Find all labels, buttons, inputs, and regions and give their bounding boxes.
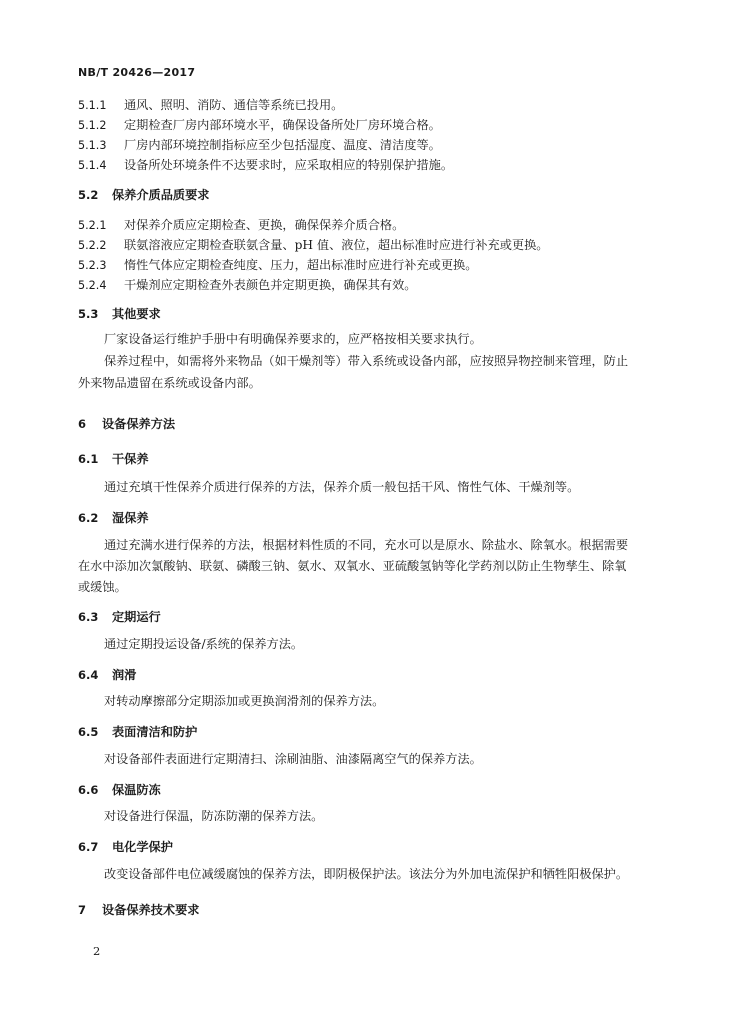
section-title: 湿保养: [112, 511, 149, 525]
clause-text: 厂房内部环境控制指标应至少包括湿度、温度、清洁度等。: [124, 138, 441, 152]
section-title: 电化学保护: [112, 840, 173, 854]
paragraph-continued: 外来物品遗留在系统或设备内部。: [78, 376, 261, 390]
paragraph: 对设备部件表面进行定期清扫、涂刷油脂、油漆隔离空气的保养方法。: [104, 752, 482, 766]
clause-number: 5.2.2: [78, 239, 107, 252]
section-number: 6.3: [78, 610, 99, 624]
section-heading-5-3: [78, 306, 161, 322]
section-heading-5-2: [78, 187, 210, 203]
section-heading-6-1: [78, 451, 149, 467]
clause-number: 5.2.4: [78, 279, 107, 292]
clause-5-1-2: [78, 117, 441, 134]
section-heading-6-7: [78, 839, 173, 855]
section-number: 5.3: [78, 307, 99, 321]
section-heading-6-4: [78, 667, 136, 683]
clause-5-2-2: [78, 237, 549, 254]
clause-number: 5.1.4: [78, 159, 107, 172]
clause-text: 通风、照明、消防、通信等系统已投用。: [124, 98, 344, 112]
clause-text: 定期检查厂房内部环境水平，确保设备所处厂房环境合格。: [124, 118, 441, 132]
clause-5-2-4: [78, 277, 417, 294]
section-number: 6.1: [78, 452, 99, 466]
clause-5-1-1: [78, 97, 343, 114]
paragraph: 通过充满水进行保养的方法，根据材料性质的不同，充水可以是原水、除盐水、除氧水。根据需要: [104, 538, 629, 552]
section-number: 6.6: [78, 783, 99, 797]
clause-5-2-1: [78, 217, 404, 234]
clause-text: 联氨溶液应定期检查联氨含量、pH 值、液位，超出标准时应进行补充或更换。: [124, 238, 549, 252]
clause-5-2-3: [78, 257, 477, 274]
paragraph: 通过充填干性保养介质进行保养的方法，保养介质一般包括干风、惰性气体、干燥剂等。: [104, 480, 580, 494]
section-heading-6-5: [78, 724, 197, 740]
clause-number: 5.2.3: [78, 259, 107, 272]
paragraph: 对转动摩擦部分定期添加或更换润滑剂的保养方法。: [104, 694, 385, 708]
paragraph: 保养过程中，如需将外来物品（如干燥剂等）带入系统或设备内部，应按照异物控制来管理，防止: [104, 354, 629, 368]
clause-text: 干燥剂应定期检查外表颜色并定期更换，确保其有效。: [124, 278, 417, 292]
page-number: 2: [93, 944, 101, 958]
section-title: 干保养: [112, 452, 149, 466]
chapter-title: 设备保养技术要求: [102, 903, 200, 917]
paragraph: 厂家设备运行维护手册中有明确保养要求的，应严格按相关要求执行。: [104, 332, 482, 346]
section-number: 5.2: [78, 188, 99, 202]
standard-code-header: NB/T 20426—2017: [78, 66, 196, 79]
clause-5-1-3: [78, 137, 441, 154]
clause-number: 5.2.1: [78, 219, 107, 232]
section-number: 6.4: [78, 668, 99, 682]
clause-number: 5.1.2: [78, 119, 107, 132]
section-heading-6-2: [78, 510, 149, 526]
section-title: 保养介质品质要求: [112, 188, 210, 202]
section-title: 润滑: [112, 668, 137, 682]
clause-text: 惰性气体应定期检查纯度、压力，超出标准时应进行补充或更换。: [124, 258, 478, 272]
chapter-heading-7: [78, 902, 200, 918]
paragraph: 改变设备部件电位减缓腐蚀的保养方法，即阴极保护法。该法分为外加电流保护和牺牲阳极保护。: [104, 867, 629, 881]
section-number: 6.7: [78, 840, 99, 854]
section-title: 保温防冻: [112, 783, 161, 797]
paragraph: 对设备进行保温，防冻防潮的保养方法。: [104, 809, 324, 823]
section-heading-6-6: [78, 782, 161, 798]
paragraph-continued: 或缓蚀。: [78, 580, 127, 594]
section-title: 定期运行: [112, 610, 161, 624]
chapter-number: 6: [78, 417, 87, 431]
clause-number: 5.1.1: [78, 99, 107, 112]
paragraph-continued: 在水中添加次氯酸钠、联氨、磷酸三钠、氨水、双氧水、亚硫酸氢钠等化学药剂以防止生物孳生、除氧: [78, 559, 627, 573]
chapter-title: 设备保养方法: [102, 417, 176, 431]
clause-text: 对保养介质应定期检查、更换，确保保养介质合格。: [124, 218, 405, 232]
clause-5-1-4: [78, 157, 453, 174]
clause-number: 5.1.3: [78, 139, 107, 152]
clause-text: 设备所处环境条件不达要求时，应采取相应的特别保护措施。: [124, 158, 454, 172]
section-number: 6.5: [78, 725, 99, 739]
section-number: 6.2: [78, 511, 99, 525]
chapter-heading-6: [78, 416, 175, 432]
section-heading-6-3: [78, 609, 161, 625]
section-title: 其他要求: [112, 307, 161, 321]
chapter-number: 7: [78, 903, 87, 917]
paragraph: 通过定期投运设备/系统的保养方法。: [104, 637, 304, 651]
section-title: 表面清洁和防护: [112, 725, 198, 739]
